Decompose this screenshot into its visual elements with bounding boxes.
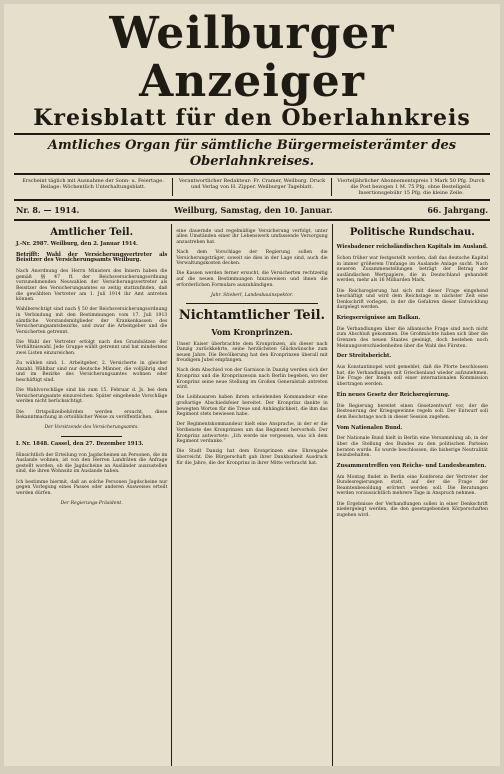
issue-number: Nr. 8. — 1914. <box>16 205 80 215</box>
info-middle: Verantwortlicher Redakteur: Fr. Cramer, Weilburg. Druck und Verlag von H. Zipper. Weilburger Tageblatt. <box>172 178 331 196</box>
paragraph: Nach dem Vorschlage der Regierung sollen die Versicherungsträger, soweit sie dies in der Lage sind, auch die Verwaltungskosten decken. <box>176 249 328 267</box>
signature: Der Vorsitzende des Versicherungsamts. <box>44 425 139 431</box>
info-left: Erscheint täglich mit Ausnahme der Sonn- u. Feiertage. Beilage: Wöchentlich Unterhaltungsblatt. <box>22 178 164 190</box>
columns <box>4 224 500 766</box>
article-heading: Ein neues Gesetz der Reichsregierung. <box>336 391 450 398</box>
masthead-title: Weilburger Anzeiger <box>109 8 395 107</box>
paragraph: Unser Kaiser überbrachte dem Kronprinzen, als dieser nach Danzig zurückkehrte, seine herzlichsten Glückwünsche zum neuen Jahre. Die Bevölkerung hat den Kronprinzen überall mit freudigem Jubel empfangen. <box>176 341 328 364</box>
section-rundschau: Politische Rundschau. <box>349 227 475 238</box>
paragraph: Nach Anordnung des Herrn Ministers des Innern haben die gemäß §§ 47 ff. der Reichsversicherungsordnung vorzunehmenden Neuwahlen der Versicherungsvertreter als Beisitzer des Versicherungsamtes so zeitig stattzufinden, daß die gewählten Vertreter am 1. Juli 1914 ihr Amt antreten können. <box>16 269 168 303</box>
newspaper-page <box>4 4 500 766</box>
paragraph: Hinsichtlich der Erteilung von Jagdscheinen an Personen, die im Auslande wohnen, ist von den Herren Landräten die Anfrage gestellt worden, ob die Jagdscheine an Ausländer auszustellen sind, die ihren Wohnsitz im Auslande haben. <box>16 452 168 475</box>
paragraph: Ich bestimme hiermit, daß an solche Personen Jagdscheine nur gegen Vorlegung eines Passes oder anderen Ausweises erteilt werden dürfen. <box>16 479 168 496</box>
notice-head: J.-Nr. 2987. Weilburg, den 2. Januar 1914. <box>16 241 138 247</box>
paragraph: Zu wählen sind: 1. Arbeitgeber, 2. Versicherte in gleicher Anzahl. Wählbar sind nur deutsche Männer, die volljährig sind und im Bezirke des Versicherungsamtes wohnen oder beschäftigt sind. <box>16 361 168 384</box>
paragraph: Der Regimentskommandeur hielt eine Ansprache, in der er die Verdienste des Kronprinzen um das Regiment hervorhob. Der Kronprinz antwortete: „Ich werde nie vergessen, was ich dem Regiment verdanke.“ <box>176 422 328 445</box>
paragraph: Aus Konstantinopel wird gemeldet, daß die Pforte beschlossen hat, die Verhandlungen mit Griechenland wieder aufzunehmen. Die Frage der Inseln soll einer internationalen Kommission übertragen werden. <box>336 365 488 387</box>
paragraph: Die Verhandlungen über die albanische Frage sind noch nicht zum Abschluß gekommen. Die Großmächte haben sich über die Grenzen des neuen Staates geeinigt, doch bestehen noch Meinungsverschiedenheiten über die Wahl des Fürsten. <box>336 326 488 349</box>
paragraph: Wahlberechtigt sind nach § 50 der Reichsversicherungsordnung in Verbindung mit den Bestimmungen vom 17. Juli 1913 sämtliche Vorstandsmitglieder der Krankenkassen des Versicherungsamtsbezirks, und zwar die Arbeitgeber und die Versicherten getrennt. <box>16 307 168 335</box>
paragraph: Die Regierung bereitet einen Gesetzentwurf vor, der die Besteuerung der Kriegsgewinne regeln soll. Der Entwurf soll dem Reichstage noch in dieser Session zugehen. <box>336 403 488 420</box>
paragraph: Die Ergebnisse der Verhandlungen sollen in einer Denkschrift niedergelegt werden, die den gesetzgebenden Körperschaften zugehen wird. <box>336 501 488 518</box>
article-heading: Vom Nationalen Bund. <box>336 424 403 431</box>
masthead <box>4 4 500 170</box>
masthead-organ: Amtliches Organ für sämtliche Bürgermeisterämter des Oberlahnkreises. <box>47 138 457 169</box>
notice-title: Betrifft: Wahl der Versicherungsvertreter als Beisitzer des Versicherungsamts Weilburg. <box>16 251 168 264</box>
article-heading: Der Streitsbericht. <box>336 353 392 360</box>
column-3 <box>332 224 492 766</box>
signature: Der Regierungs-Präsident. <box>60 500 123 506</box>
article-title: Vom Kronprinzen. <box>211 326 293 337</box>
info-box <box>4 178 500 196</box>
article-heading: Zusammentreffen von Reichs- und Landesbeamten. <box>336 462 487 469</box>
article-heading: Wiesbadener reichsländischen Kapitals im Ausland. <box>336 244 488 251</box>
section-amtlich: Amtlicher Teil. <box>50 227 134 238</box>
notice-head: I. Nr. 1848. Cassel, den 27. Dezember 1913. <box>16 440 144 447</box>
article-heading: Kriegsereignisse am Balkan. <box>336 315 421 322</box>
paragraph: Die Wahlvorschläge sind bis zum 15. Februar d. Js. bei dem Versicherungsamte einzureichen. Später eingehende Vorschläge werden nicht berücksichtigt. <box>16 388 168 405</box>
info-right: Vierteljährlicher Abonnementspreis 1 Mark 50 Pfg. Durch die Post bezogen 1 M. 75 Pfg. ohne Bestellgeld. Insertionsgebühr 15 Pfg. die kleine Zeile. <box>331 178 490 196</box>
masthead-subtitle: Kreisblatt für den Oberlahnkreis <box>33 105 471 131</box>
paragraph: Die Reichsregierung hat sich mit dieser Frage eingehend beschäftigt und wird dem Reichstage in nächster Zeit eine Denkschrift vorlegen, in der die Gefahren dieser Entwicklung dargelegt werden. <box>336 288 488 311</box>
paragraph: Die Kassen werden ferner ersucht, die Versicherten rechtzeitig auf die neuen Bestimmungen hinzuweisen und ihnen die erforderlichen Formulare auszuhändigen. <box>176 271 328 288</box>
paragraph: Nach dem Abschied von der Garnison in Danzig werden sich der Kronprinz und die Kronprinzessin nach Berlin begeben, wo der Kronprinz seine neue Stellung im Großen Generalstab antreten wird. <box>176 368 328 391</box>
volume-year: 66. Jahrgang. <box>427 205 488 215</box>
section-nichtamtlich: Nichtamtlicher Teil. <box>178 307 326 323</box>
signature: Jahr. Stieberl, Landesbauinspektor. <box>211 292 293 298</box>
paragraph: Am Montag findet in Berlin eine Konferenz der Vertreter der Bundesregierungen statt, auf der die Frage der Beamtenbesoldung erörtert werden soll. Die Beratungen werden voraussichtlich mehrere Tage in Anspruch nehmen. <box>336 474 488 497</box>
paragraph: eine dauernde und regelmäßige Versicherung verfolgt, unter allen Umständen einer ihr Lebenswerk umfassende Versorgung anzustreben hat. <box>176 228 328 245</box>
column-1 <box>12 224 171 766</box>
paragraph: Die Wahl der Vertreter erfolgt nach den Grundsätzen der Verhältniswahl. Jede Gruppe wählt getrennt und hat mindestens zwei Listen einzureichen. <box>16 339 168 357</box>
paragraph: Die Stadt Danzig hat dem Kronprinzen eine Ehrengabe überreicht. Die Bürgerschaft gab ihrer Dankbarkeit Ausdruck für die Jahre, die der Kronprinz in ihrer Mitte verbracht hat. <box>176 449 328 466</box>
paragraph: Der Nationale Bund hielt in Berlin eine Versammlung ab, in der über die Stellung des Bundes zu den politischen Parteien beraten wurde. Es wurde beschlossen, die bisherige Neutralität beizubehalten. <box>336 436 488 459</box>
place-date: Weilburg, Samstag, den 10. Januar. <box>174 205 333 215</box>
paragraph: Die Leibhusaren haben ihrem scheidenden Kommandeur eine großartige Abschiedsfeier bereitet. Der Kronprinz dankte in bewegten Worten für die Treue und Anhänglichkeit, die ihm das Regiment stets bewiesen habe. <box>176 395 328 418</box>
paragraph: Schon früher war festgestellt worden, daß das deutsche Kapital in immer größerem Umfange im Auslande Anlage sucht. Nach neueren Zusammenstellungen beträgt der Betrag der ausländischen Wertpapiere, die in Deutschland gehandelt werden, mehr als 16 Milliarden Mark. <box>336 255 488 284</box>
column-2 <box>171 224 331 766</box>
paragraph: Die Ortspolizeibehörden werden ersucht, diese Bekanntmachung in ortsüblicher Weise zu veröffentlichen. <box>16 409 168 421</box>
dateline <box>4 204 500 216</box>
